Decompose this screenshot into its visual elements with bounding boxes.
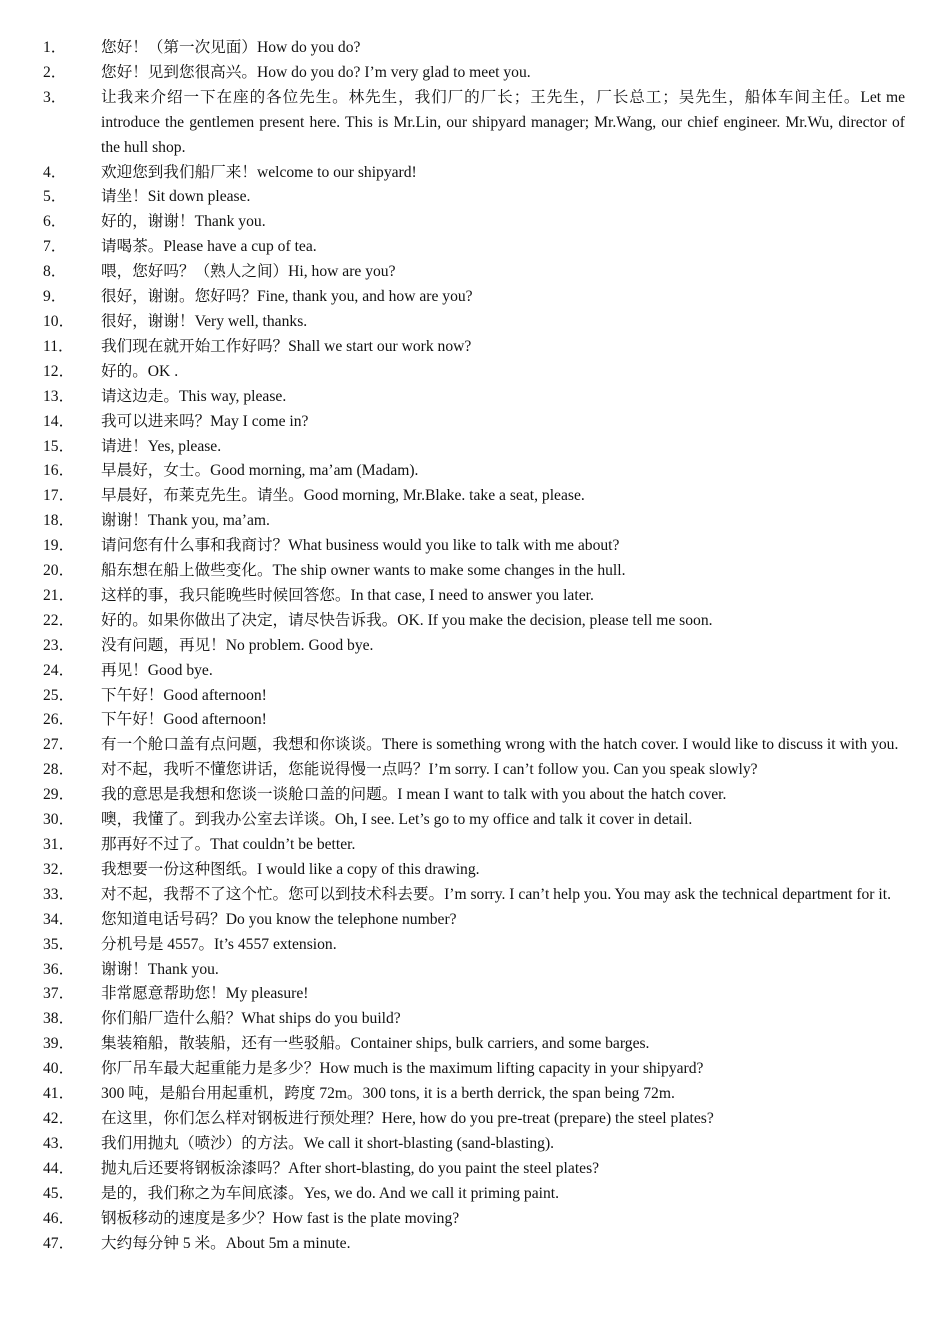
list-item [0,958,950,983]
item-number: 2． [43,63,67,81]
item-number: 24． [43,661,75,679]
item-text: 分机号是 4557。It’s 4557 extension. [101,935,337,953]
list-item [0,335,950,360]
item-text: 这样的事，我只能晚些时候回答您。In that case, I need to answer you later. [101,586,594,604]
item-text: 早晨好，女士。Good morning, ma’am (Madam). [101,462,419,480]
item-number: 3． [43,88,67,106]
item-number: 9． [43,288,67,306]
item-number: 11． [43,337,74,355]
item-number: 38． [43,1010,75,1028]
item-text: 很好，谢谢！Very well, thanks. [101,312,308,330]
item-number: 23． [43,636,75,654]
item-number: 33． [43,885,75,903]
list-item [0,235,950,260]
phrase-list [0,36,950,1256]
item-text: 很好，谢谢。您好吗？Fine, thank you, and how are you? [101,288,473,306]
list-item [0,1157,950,1182]
item-number: 35． [43,935,75,953]
list-item [0,86,950,161]
item-text: 下午好！Good afternoon! [101,711,267,729]
item-text: 请喝茶。Please have a cup of tea. [101,238,317,256]
item-number: 45． [43,1184,75,1202]
item-text: 好的。如果你做出了决定，请尽快告诉我。OK. If you make the decision, please tell me soon. [101,611,713,629]
item-number: 36． [43,960,75,978]
item-text: 300 吨，是船台用起重机，跨度 72m。300 tons, it is a berth derrick, the span being 72m. [101,1085,675,1103]
item-text: 谢谢！Thank you, ma’am. [101,512,270,530]
list-item [0,410,950,435]
item-number: 21． [43,586,75,604]
item-number: 42． [43,1109,75,1127]
item-number: 6． [43,213,67,231]
list-item [0,285,950,310]
list-item [0,1007,950,1032]
item-text: 您知道电话号码？Do you know the telephone number? [101,910,457,928]
item-text: 抛丸后还要将钢板涂漆吗？After short-blasting, do you paint the steel plates? [101,1159,600,1177]
list-item [0,385,950,410]
item-text: 谢谢！Thank you. [101,960,219,978]
item-number: 40． [43,1060,75,1078]
item-text: 我的意思是我想和您谈一谈舱口盖的问题。I mean I want to talk with you about the hatch cover. [101,786,727,804]
item-number: 5． [43,188,67,206]
item-text: 请坐！Sit down please. [101,188,251,206]
item-text: 噢，我懂了。到我办公室去详谈。Oh, I see. Let’s go to my office and talk it cover in detail. [101,811,693,829]
list-item [0,36,950,61]
item-number: 15． [43,437,75,455]
item-number: 41． [43,1085,75,1103]
item-text: 你们船厂造什么船？What ships do you build? [101,1010,401,1028]
list-item [0,185,950,210]
list-item [0,360,950,385]
item-number: 29． [43,786,75,804]
list-item [0,534,950,559]
list-item [0,833,950,858]
item-number: 20． [43,562,75,580]
list-item [0,161,950,186]
item-number: 14． [43,412,75,430]
item-number: 46． [43,1209,75,1227]
item-text: 早晨好，布莱克先生。请坐。Good morning, Mr.Blake. take a seat, please. [101,487,585,505]
list-item [0,310,950,335]
item-number: 16． [43,462,75,480]
list-item [0,634,950,659]
list-item [0,908,950,933]
item-text: 再见！Good bye. [101,661,213,679]
item-number: 8． [43,263,67,281]
item-text: 没有问题，再见！No problem. Good bye. [101,636,374,654]
item-number: 4． [43,163,67,181]
item-number: 43． [43,1134,75,1152]
item-number: 26． [43,711,75,729]
item-number: 27． [43,736,75,754]
list-item [0,684,950,709]
item-text: 喂，您好吗？（熟人之间）Hi, how are you? [101,263,396,281]
item-number: 10． [43,312,75,330]
list-item [0,260,950,285]
item-number: 18． [43,512,75,530]
list-item [0,858,950,883]
list-item [0,459,950,484]
list-item [0,1082,950,1107]
item-text: 好的。OK . [101,362,179,380]
item-text: 我们现在就开始工作好吗？Shall we start our work now? [101,337,472,355]
item-number: 30． [43,811,75,829]
list-item [0,435,950,460]
item-text: 对不起，我帮不了这个忙。您可以到技术科去要。I’m sorry. I can’t help you. You may ask the technical department for it. [101,885,891,903]
item-text: 船东想在船上做些变化。The ship owner wants to make some changes in the hull. [101,562,626,580]
item-number: 28． [43,761,75,779]
item-text: 集装箱船，散装船，还有一些驳船。Container ships, bulk carriers, and some barges. [101,1035,650,1053]
list-item [0,933,950,958]
item-number: 13． [43,387,75,405]
item-text: 您好！（第一次见面）How do you do? [101,39,361,56]
item-text: 请这边走。This way, please. [101,387,287,405]
item-number: 22． [43,611,75,629]
item-number: 37． [43,985,75,1003]
item-text: 让我来介绍一下在座的各位先生。林先生，我们厂的厂长；王先生，厂长总工；吴先生，船体车间主任。Let me introduce the gentlemen present here. This is Mr.Lin, our shipyard manager; Mr.Wang, our chief engineer. Mr.Wu, director of the hull shop. [101,88,905,156]
list-item [0,1232,950,1257]
list-item [0,1057,950,1082]
item-text: 请进！Yes, please. [101,437,222,455]
list-item [0,808,950,833]
list-item [0,484,950,509]
list-item [0,1132,950,1157]
item-number: 25． [43,686,75,704]
item-text: 在这里，你们怎么样对钢板进行预处理？Here, how do you pre-treat (prepare) the steel plates? [101,1109,714,1127]
item-number: 39． [43,1035,75,1053]
list-item [0,733,950,758]
item-number: 17． [43,487,75,505]
list-item [0,61,950,86]
list-item [0,1182,950,1207]
item-text: 有一个舱口盖有点问题，我想和你谈谈。There is something wrong with the hatch cover. I would like to discuss it with you. [101,736,899,754]
item-text: 好的，谢谢！Thank you. [101,213,266,231]
item-text: 我可以进来吗？May I come in? [101,412,309,430]
list-item [0,509,950,534]
item-number: 31． [43,836,75,853]
list-item [0,982,950,1007]
item-number: 19． [43,537,75,555]
item-text: 您好！见到您很高兴。How do you do? I’m very glad to meet you. [101,63,531,81]
item-text: 你厂吊车最大起重能力是多少？How much is the maximum lifting capacity in your shipyard? [101,1060,704,1078]
item-number: 44． [43,1159,75,1177]
list-item [0,584,950,609]
list-item [0,708,950,733]
item-text: 钢板移动的速度是多少？How fast is the plate moving? [101,1209,460,1227]
list-item [0,659,950,684]
list-item [0,1107,950,1132]
item-text: 非常愿意帮助您！My pleasure! [101,985,309,1003]
item-text: 请问您有什么事和我商讨？What business would you like to talk with me about? [101,537,620,555]
item-number: 34． [43,910,75,928]
item-number: 47． [43,1234,75,1252]
item-number: 12． [43,362,75,380]
item-text: 是的，我们称之为车间底漆。Yes, we do. And we call it priming paint. [101,1184,559,1202]
item-text: 欢迎您到我们船厂来！welcome to our shipyard! [101,163,417,181]
list-item [0,1207,950,1232]
list-item [0,1032,950,1057]
item-text: 对不起，我听不懂您讲话，您能说得慢一点吗？I’m sorry. I can’t follow you. Can you speak slowly? [101,761,758,779]
list-item [0,210,950,235]
item-text: 大约每分钟 5 米。About 5m a minute. [101,1234,351,1252]
item-text: 下午好！Good afternoon! [101,686,267,704]
item-number: 7． [43,238,67,256]
item-text: 我想要一份这种图纸。I would like a copy of this drawing. [101,860,480,878]
item-number: 32． [43,860,75,878]
list-item [0,883,950,908]
item-number: 1． [43,39,67,56]
item-text: 那再好不过了。That couldn’t be better. [101,836,356,853]
item-text: 我们用抛丸（喷沙）的方法。We call it short-blasting (sand-blasting). [101,1134,555,1152]
list-item [0,609,950,634]
list-item [0,783,950,808]
list-item [0,559,950,584]
list-item [0,758,950,783]
